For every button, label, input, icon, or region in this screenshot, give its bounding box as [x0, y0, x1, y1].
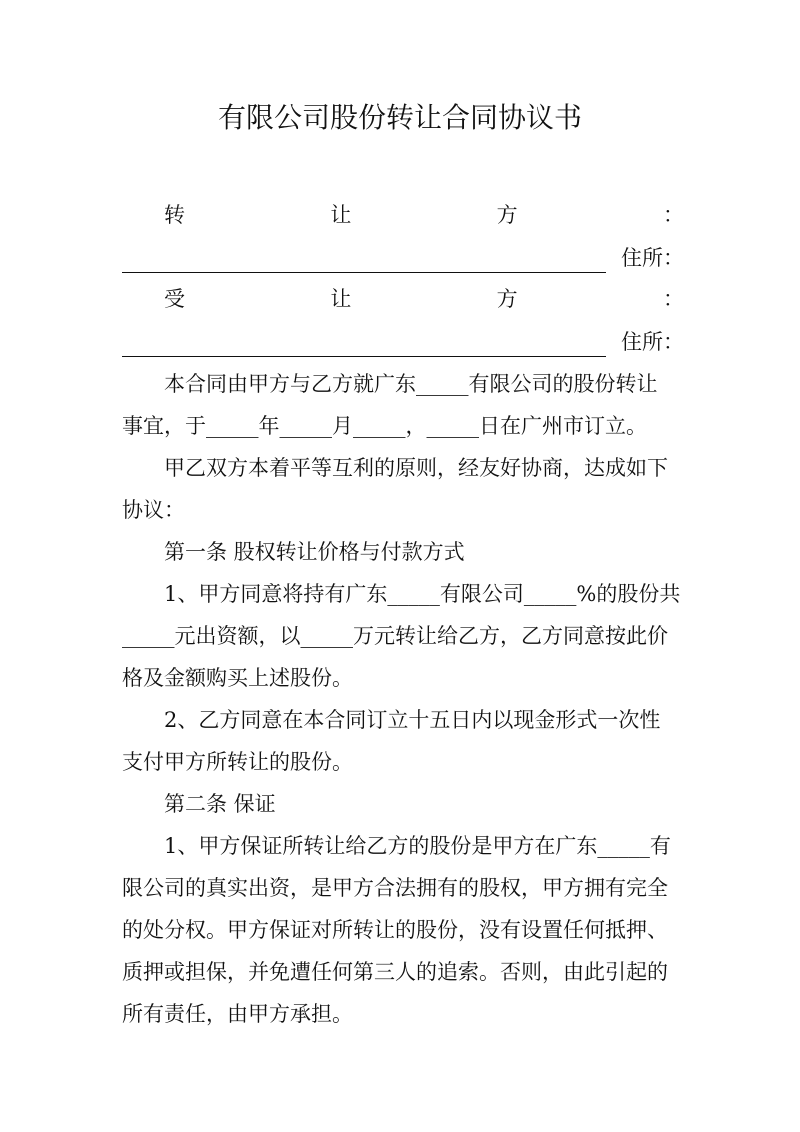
transferor-char: ： [662, 203, 684, 227]
transferor-label [122, 200, 684, 230]
transferee-blank-row [122, 327, 684, 357]
transferee-char: 方 [496, 287, 518, 311]
body-line: 本合同由甲方与乙方就广东_____有限公司的股份转让 [164, 372, 658, 396]
body-line: 支付甲方所转让的股份。 [122, 750, 353, 774]
body-line: 协议： [122, 498, 185, 522]
transferee-name-blank [122, 332, 606, 357]
transferor-blank-row [122, 243, 684, 273]
transferor-address-label: 住所： [621, 246, 684, 270]
transferor-char: 让 [330, 203, 352, 227]
transferee-char: ： [662, 287, 684, 311]
body-line: 1、甲方保证所转让给乙方的股份是甲方在广东_____有 [164, 834, 671, 858]
body-line: 的处分权。甲方保证对所转让的股份，没有设置任何抵押、 [122, 918, 668, 942]
transferor-char: 方 [496, 203, 518, 227]
transferee-address-label: 住所： [621, 330, 684, 354]
body-line: 限公司的真实出资，是甲方合法拥有的股权，甲方拥有完全 [122, 876, 668, 900]
document-title: 有限公司股份转让合同协议书 [217, 101, 582, 134]
body-line: 事宜，于_____年_____月_____，_____日在广州市订立。 [122, 414, 647, 438]
transferor-name-blank [122, 248, 606, 273]
section-heading: 第一条 股权转让价格与付款方式 [164, 540, 465, 564]
body-line: 格及金额购买上述股份。 [122, 666, 353, 690]
body-line: 所有责任，由甲方承担。 [122, 1002, 353, 1026]
section-heading: 第二条 保证 [164, 792, 276, 816]
body-line: 质押或担保，并免遭任何第三人的追索。否则，由此引起的 [122, 960, 668, 984]
body-line: 1、甲方同意将持有广东_____有限公司_____%的股份共 [164, 582, 681, 606]
transferor-char: 转 [164, 203, 185, 227]
body-line: 甲乙双方本着平等互利的原则，经友好协商，达成如下 [164, 456, 668, 480]
transferee-label [122, 284, 684, 314]
body-line: 2、乙方同意在本合同订立十五日内以现金形式一次性 [164, 708, 661, 732]
transferee-char: 让 [330, 287, 352, 311]
transferee-char: 受 [164, 287, 185, 311]
body-line: _____元出资额，以_____万元转让给乙方，乙方同意按此价 [122, 624, 668, 648]
